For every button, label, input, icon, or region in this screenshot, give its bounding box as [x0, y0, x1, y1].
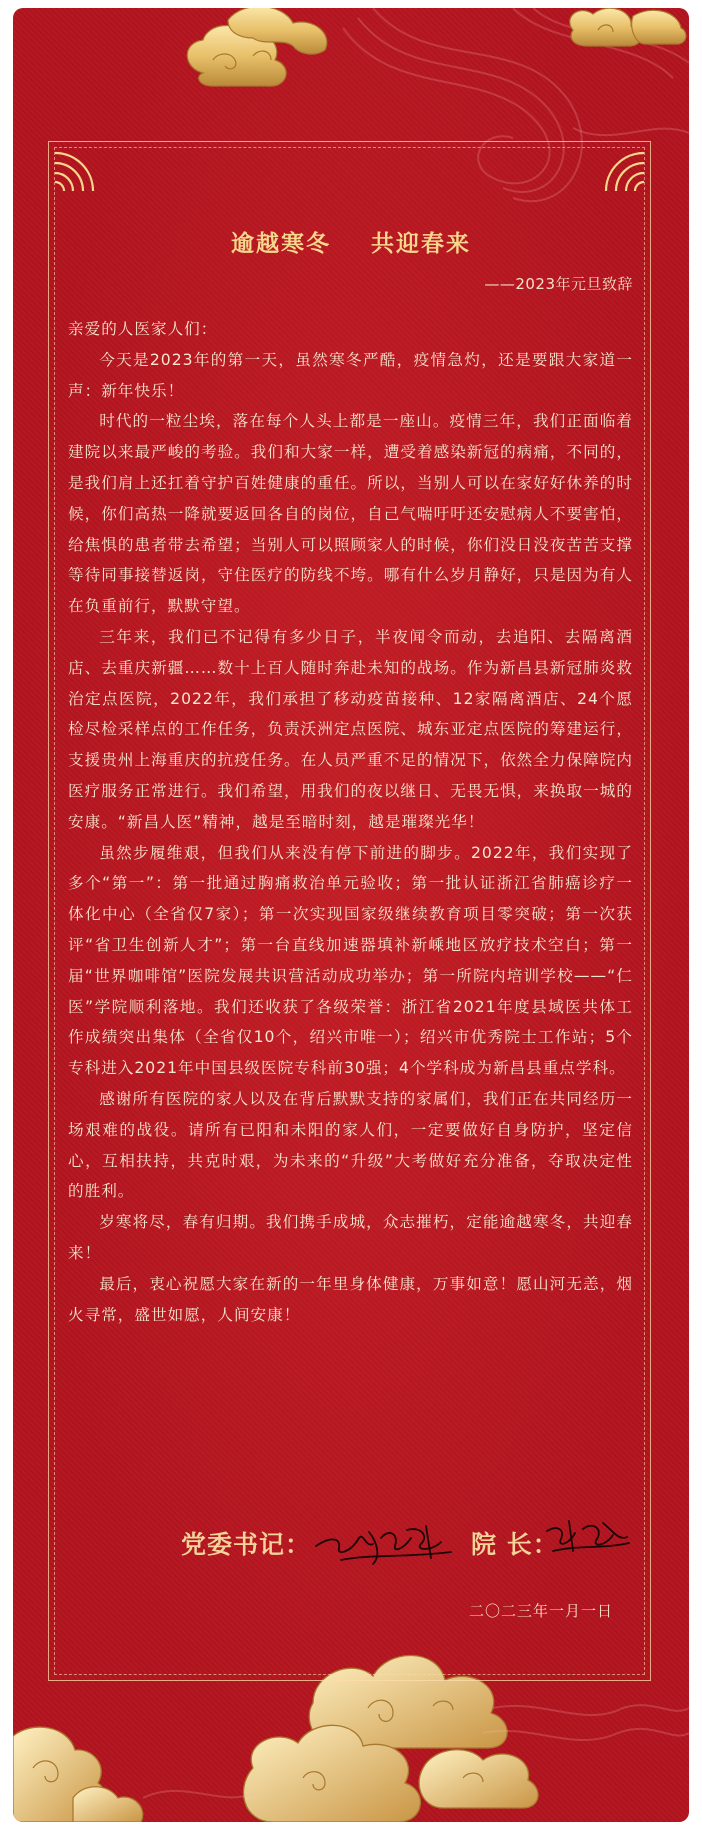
new-year-letter-poster — [13, 8, 689, 1822]
letter-body — [68, 314, 633, 1330]
letter-paragraph: 今天是2023年的第一天，虽然寒冬严酷，疫情急灼，还是要跟大家道一声：新年快乐！ — [68, 350, 633, 400]
letter-greeting: 亲爱的人医家人们： — [68, 320, 218, 338]
letter-paragraph: 三年来，我们已不记得有多少日子，半夜闻令而动，去追阳、去隔离酒店、去重庆新疆……数十上百人随时奔赴未知的战场。作为新昌县新冠肺炎救治定点医院，2022年，我们承担了移动疫苗接种、12家隔离酒店、24个愿检尽检采样点的工作任务，负责沃洲定点医院、城东亚定点医院的筹建运行，支援贵州上海重庆的抗疫任务。在人员严重不足的情况下，依然全力保障院内医疗服务正常进行。我们希望，用我们的夜以继日、无畏无惧，来换取一城的安康。“新昌人医”精神，越是至暗时刻，越是璀璨光华！ — [68, 627, 633, 831]
secretary-signature — [311, 1508, 461, 1568]
president-signature — [543, 1511, 633, 1559]
letter-paragraph: 感谢所有医院的家人以及在背后默默支持的家属们，我们正在共同经历一场艰难的战役。请所有已阳和未阳的家人们，一定要做好自身防护，坚定信心，互相扶持，共克时艰，为未来的“升级”大考做好充分准备，夺取决定性的胜利。 — [68, 1089, 633, 1201]
secretary-label: 党委书记： — [181, 1530, 312, 1559]
letter-paragraph: 最后，衷心祝愿大家在新的一年里身体健康，万事如意！愿山河无恙，烟火寻常，盛世如愿，人间安康！ — [68, 1274, 633, 1324]
letter-paragraph: 虽然步履维艰，但我们从来没有停下前进的脚步。2022年，我们实现了多个“第一”：第一批通过胸痛救治单元验收；第一批认证浙江省肺癌诊疗一体化中心（全省仅7家）；第一次实现国家级继续教育项目零突破；第一次获评“省卫生创新人才”；第一台直线加速器填补新嵊地区放疗技术空白；第一届“世界咖啡馆”医院发展共识营活动成功举办；第一所院内培训学校——“仁医”学院顺利落地。我们还收获了各级荣誉：浙江省2021年度县域医共体工作成绩突出集体（全省仅10个，绍兴市唯一）；绍兴市优秀院士工作站；5个专科进入2021年中国县级医院专科前30强；4个学科成为新昌县重点学科。 — [68, 843, 633, 1078]
letter-paragraph: 时代的一粒尘埃，落在每个人头上都是一座山。疫情三年，我们正面临着建院以来最严峻的考验。我们和大家一样，遭受着感染新冠的病痛，不同的，是我们肩上还扛着守护百姓健康的重任。所以，当别人可以在家好好休养的时候，你们高热一降就要返回各自的岗位，自己气喘吁吁还安慰病人不要害怕，给焦惧的患者带去希望；当别人可以照顾家人的时候，你们没日没夜苦苦支撑等待同事接替返岗，守住医疗的防线不垮。哪有什么岁月静好，只是因为有人在负重前行，默默守望。 — [68, 412, 633, 616]
president-label: 院 长： — [471, 1530, 559, 1559]
letter-paragraph: 岁寒将尽，春有归期。我们携手成城，众志摧朽，定能逾越寒冬，共迎春来！ — [68, 1213, 633, 1262]
letter-date: 二〇二三年一月一日 — [468, 1602, 613, 1620]
letter-subtitle: ——2023年元旦致辞 — [484, 275, 633, 293]
letter-title: 逾越寒冬 共迎春来 — [230, 231, 472, 257]
